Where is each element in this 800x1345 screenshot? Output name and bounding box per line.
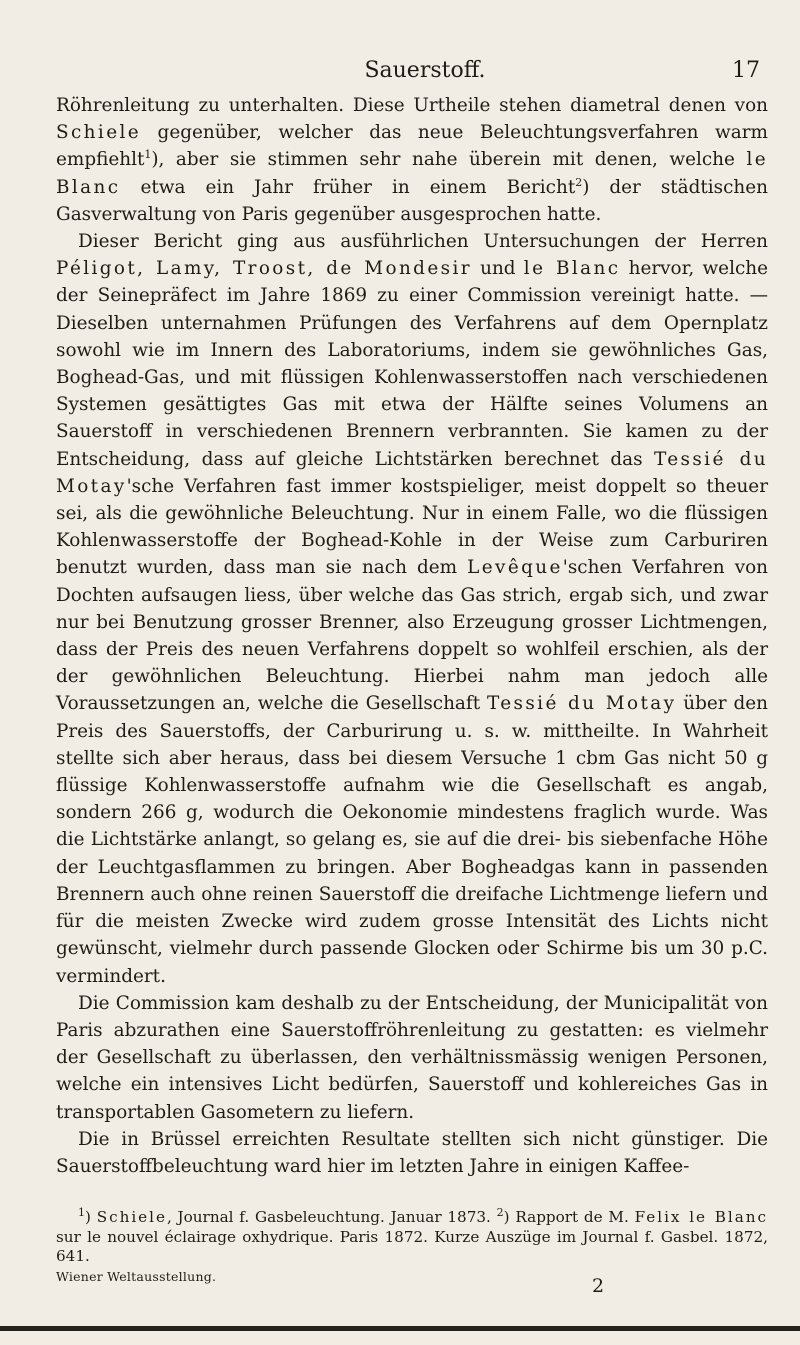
- paragraph: [56, 228, 768, 990]
- text-run: hervor, welche der Seinepräfect im Jahre 1869 zu einer Commission vereinigt hatte. — Dieselben unternahmen Prüfungen des Verfahrens auf dem Opernplatz sowohl wie im Innern des Laboratoriums, indem sie gewöhnliches Gas, Boghead-Gas, und mit flüssigen Kohlenwasserstoffen nach verschiedenen Systemen gesättigtes Gas mit etwa der Hälfte seines Volumens an Sauerstoff in verschiedenen Brennern verbrannten. Sie kamen zu der Entscheidung, dass auf gleiche Lichtstärken berechnet das: [56, 258, 768, 470]
- signature-number: 2: [592, 1275, 605, 1297]
- paragraph: [56, 92, 768, 228]
- bottom-edge-rule: [0, 1326, 800, 1331]
- text-run: 'schen Verfahren von Dochten aufsaugen liess, über welche das Gas strich, ergab sich, und zwar nur bei Benutzung grosser Brenner, also Erzeugung grosser Lichtmengen, dass der Preis des neuen Verfahrens doppelt so wohlfeil erschien, als der der gewöhnlichen Beleuchtung. Hierbei nahm man jedoch alle Voraussetzungen an, welche die Gesellschaft: [56, 557, 768, 715]
- body-text: [56, 92, 768, 1180]
- running-header: [80, 58, 770, 88]
- paragraph: [56, 990, 768, 1126]
- spaced-name: Tessié du Motay: [487, 693, 677, 715]
- text-run: Die Commission kam deshalb zu der Entscheidung, der Municipalität von Paris abzurathen eine Sauerstoffröhrenleitung zu gestatten: es vielmehr der Gesellschaft zu überlassen, den verhältnissmässig wenigen Personen, welche ein intensives Licht bedürfen, Sauerstoff und kohlereiches Gas in transportablen Gasometern zu liefern.: [56, 992, 768, 1123]
- paragraph: [56, 1126, 768, 1180]
- text-run: Die in Brüssel erreichten Resultate stellten sich nicht günstiger. Die Sauerstoffbeleuchtung ward hier im letzten Jahre in einigen Kaffee-: [56, 1128, 768, 1177]
- text-run: Dieser Bericht ging aus ausführlichen Untersuchungen der Herren: [78, 231, 768, 253]
- text-run: , Journal f. Gasbeleuchtung. Januar 1873.: [166, 1208, 497, 1226]
- footnote-marker: 2: [496, 1205, 504, 1219]
- running-title: Sauerstoff.: [364, 58, 486, 83]
- signature-line: Wiener Weltausstellung.: [56, 1269, 217, 1284]
- spaced-name: Schiele: [96, 1208, 167, 1226]
- footnotes: [56, 1205, 768, 1267]
- footnote-marker: 1: [144, 148, 152, 162]
- text-run: ) Rapport de M.: [503, 1208, 635, 1226]
- footnote: [56, 1205, 768, 1267]
- spaced-name: Schiele: [56, 122, 142, 144]
- spaced-name: Péligot, Lamy, Troost, de Mondesir: [56, 258, 472, 280]
- page-number: 17: [732, 58, 760, 83]
- spaced-name: Tessié du Motay: [56, 448, 768, 497]
- text-run: ), aber sie stimmen sehr nahe überein mit denen, welche: [151, 149, 747, 171]
- text-run: über den Preis des Sauerstoffs, der Carburirung u. s. w. mittheilte. In Wahrheit stellte sich aber heraus, dass bei diesem Versuche 1 cbm Gas nicht 50 g flüssige Kohlenwasserstoffe aufnahm wie die Gesellschaft es angab, sondern 266 g, wodurch die Oekonomie mindestens fraglich wurde. Was die Lichtstärke anlangt, so gelang es, sie auf die drei- bis siebenfache Höhe der Leuchtgasflammen zu bringen. Aber Bogheadgas kann in passenden Brennern auch ohne reinen Sauerstoff die dreifache Lichtmenge liefern und für die meisten Zwecke wird zudem grosse Intensität des Lichts nicht gewünscht, vielmehr durch passende Glocken oder Schirme bis um 30 p.C. vermindert.: [56, 693, 768, 987]
- spaced-name: le Blanc: [523, 258, 621, 280]
- text-run: gegenüber, welcher das neue Beleuchtungsverfahren warm empfiehlt: [56, 122, 768, 171]
- text-run: Röhrenleitung zu unterhalten. Diese Urtheile stehen diametral denen von: [56, 95, 768, 116]
- spaced-name: Felix le Blanc: [634, 1208, 768, 1226]
- spaced-name: Levêque: [467, 557, 563, 579]
- footnote-marker: 2: [575, 175, 583, 189]
- text-run: ) der städtischen Gasverwaltung von Paris gegenüber ausgesprochen hatte.: [56, 176, 768, 225]
- spaced-name: le Blanc: [56, 149, 768, 198]
- text-run: 'sche Verfahren fast immer kostspieliger, meist doppelt so theuer sei, als die gewöhnliche Beleuchtung. Nur in einem Falle, wo die flüssigen Kohlenwasserstoffe der Boghead-Kohle in der Weise zum Carburiren benutzt wurden, dass man sie nach dem: [56, 475, 768, 579]
- footnote-marker: 1: [78, 1205, 85, 1219]
- text-run: etwa ein Jahr früher in einem Bericht: [120, 176, 576, 198]
- text-run: ): [85, 1208, 97, 1226]
- text-run: sur le nouvel éclairage oxhydrique. Paris 1872. Kurze Auszüge im Journal f. Gasbel. 1872, 641.: [56, 1227, 768, 1265]
- text-run: und: [471, 258, 524, 280]
